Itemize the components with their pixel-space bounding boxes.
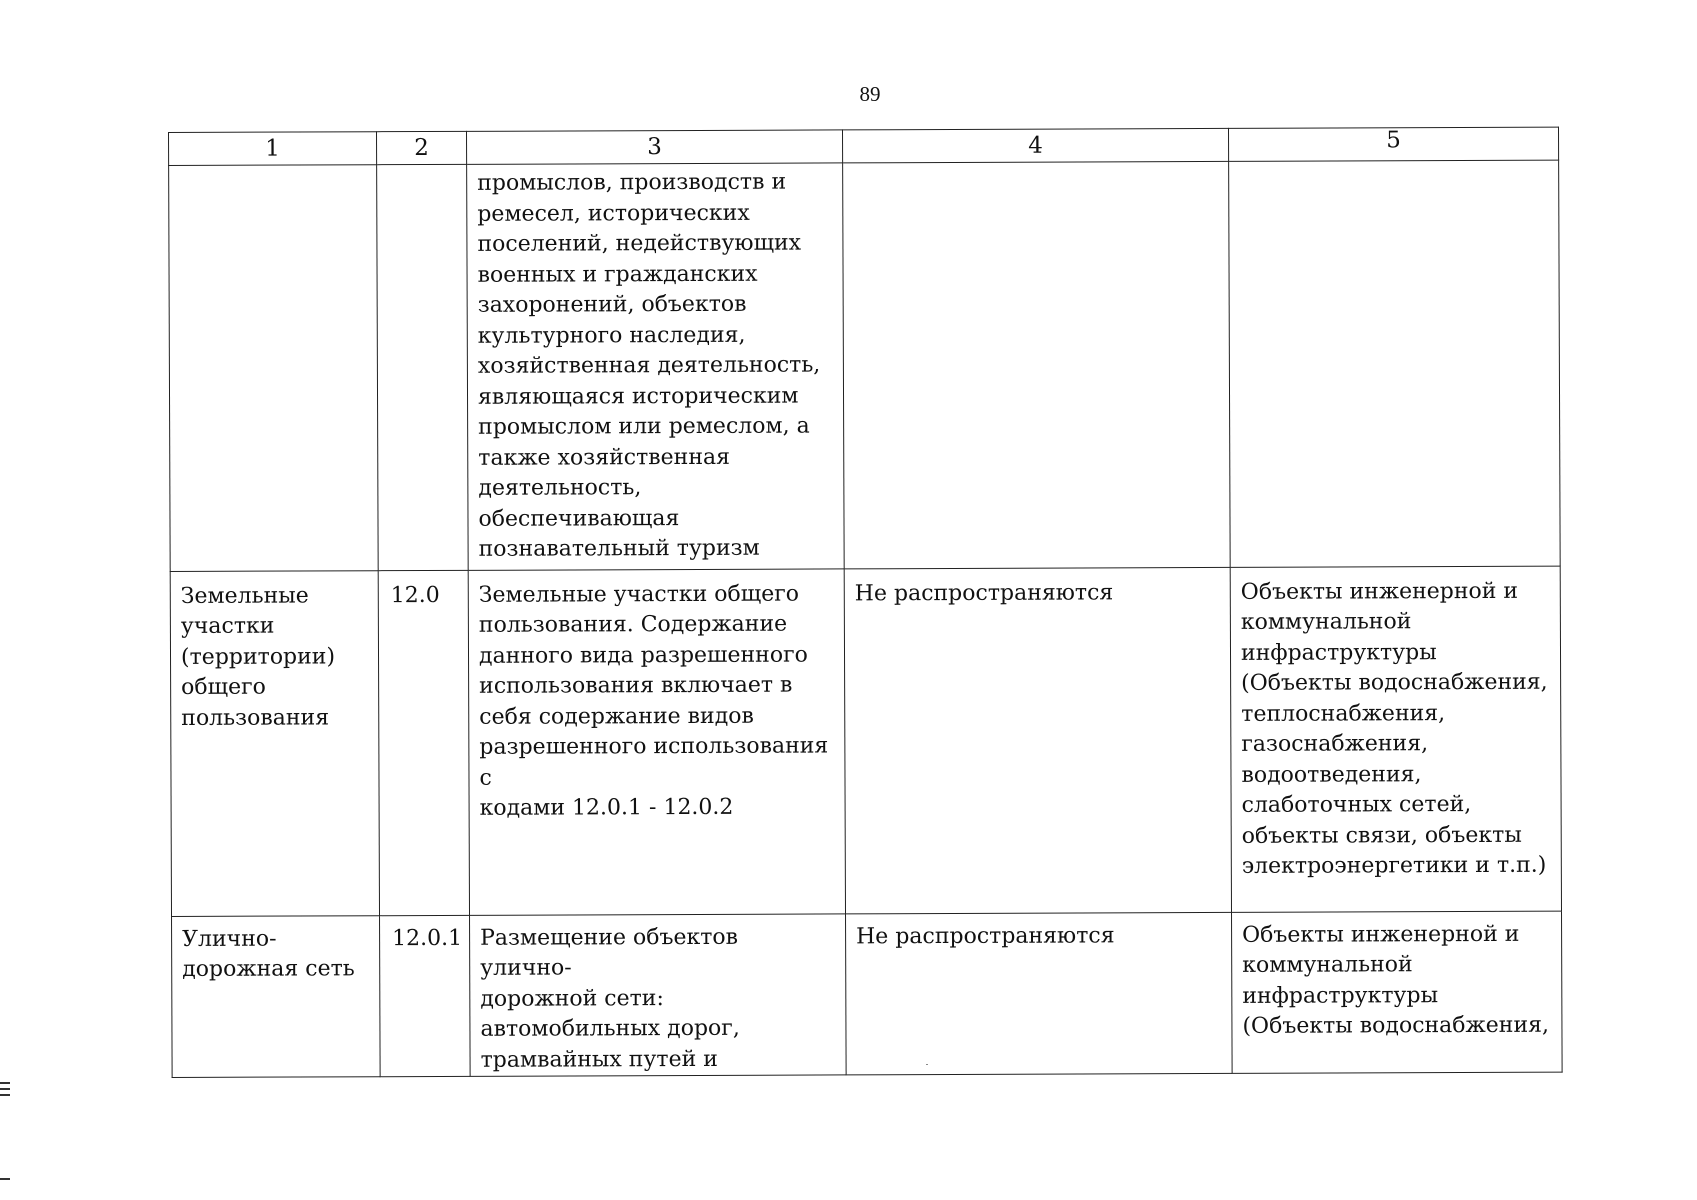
table-row: [172, 911, 1563, 1078]
column-header-2: 2: [377, 131, 467, 164]
land-use-code-cell: [377, 164, 469, 570]
column-header-1: 1: [169, 132, 377, 166]
land-use-table: [168, 127, 1563, 1078]
permitted-objects-cell: [1229, 160, 1561, 567]
table-header-row: [169, 127, 1559, 165]
land-use-description-cell: Земельные участки общего пользования. Содержание данного вида разрешенного использования включает в себя содержание видов разрешенного использования с кодами 12.0.1 - 12.0.2: [468, 568, 845, 914]
scan-speck: [926, 1064, 928, 1065]
land-use-code-cell: 12.0.1: [380, 915, 471, 1077]
restrictions-cell: [843, 161, 1231, 568]
table-row: [170, 566, 1561, 916]
land-use-name-cell: Улично- дорожная сеть: [172, 915, 381, 1077]
column-header-3: 3: [466, 130, 842, 164]
column-header-5: 5: [1228, 127, 1558, 161]
table-row: [169, 160, 1561, 571]
scan-edge-mark: [0, 1082, 10, 1084]
land-use-name-cell: Земельные участки (территории) общего пользования: [170, 570, 379, 916]
land-use-description-cell: Размещение объектов улично- дорожной сети: автомобильных дорог, трамвайных путей и: [470, 913, 847, 1076]
scan-edge-mark: [0, 1094, 10, 1096]
column-header-4: 4: [842, 128, 1228, 162]
land-use-code-cell: 12.0: [378, 570, 469, 915]
restrictions-cell: Не распространяются: [846, 912, 1233, 1075]
land-use-description-cell: промыслов, производств и ремесел, исторических поселений, недействующих военных и гражданских захоронений, объектов культурного наследия, хозяйственная деятельность, являющаяся историческим промыслом или ремеслом, а также хозяйственная деятельность, обеспечивающая познавательный туризм: [467, 163, 845, 570]
page-number: 89: [859, 82, 881, 106]
permitted-objects-cell: Объекты инженерной и коммунальной инфраструктуры (Объекты водоснабжения, теплоснабжения, газоснабжения, водоотведения, слаботочных сетей, объекты связи, объекты электроэнергетики и т.п.): [1230, 566, 1561, 912]
restrictions-cell: Не распространяются: [844, 567, 1231, 913]
permitted-objects-cell: Объекты инженерной и коммунальной инфраструктуры (Объекты водоснабжения,: [1232, 911, 1563, 1074]
scan-edge-mark: [0, 1088, 10, 1090]
scan-edge-mark: [0, 1178, 10, 1180]
land-use-name-cell: [169, 165, 379, 571]
